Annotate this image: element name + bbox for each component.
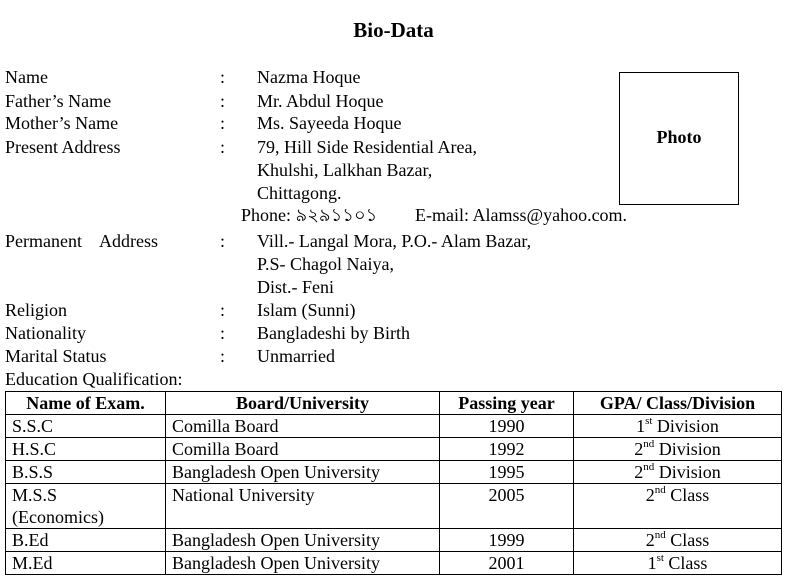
table-row — [6, 552, 782, 575]
permanent-address-line: Dist.- Feni — [257, 277, 335, 297]
exam-cell: B.Ed — [6, 529, 166, 552]
present-address-line: 79, Hill Side Residential Area, — [257, 137, 477, 157]
table-row — [6, 529, 782, 552]
board-cell: Bangladesh Open University — [166, 552, 440, 575]
colon: : — [220, 231, 226, 251]
column-header: Name of Exam. — [6, 392, 166, 415]
colon: : — [220, 91, 226, 111]
colon: : — [220, 67, 226, 87]
present-address-line: Chittagong. — [257, 183, 342, 203]
colon: : — [220, 137, 226, 157]
phone-value: ৯২৯১১০১ — [295, 205, 378, 225]
year-cell: 1999 — [440, 529, 574, 552]
result-cell: 2nd Class — [574, 484, 782, 529]
present-address-line: Khulshi, Lalkhan Bazar, — [257, 160, 433, 180]
nationality-value: Bangladeshi by Birth — [257, 323, 410, 343]
permanent-address-line: P.S- Chagol Naiya, — [257, 254, 394, 274]
result-cell: 2nd Class — [574, 529, 782, 552]
photo-label: Photo — [656, 127, 702, 147]
father-name-value: Mr. Abdul Hoque — [257, 91, 384, 111]
result-cell: 1st Class — [574, 552, 782, 575]
column-header: Board/University — [166, 392, 440, 415]
result-cell: 2nd Division — [574, 461, 782, 484]
page-title: Bio-Data — [353, 18, 434, 42]
phone-label: Phone: — [241, 205, 292, 225]
permanent-address-line: Vill.- Langal Mora, P.O.- Alam Bazar, — [257, 231, 532, 251]
nationality-label: Nationality — [5, 323, 86, 343]
email-label: E-mail: — [415, 205, 469, 225]
colon: : — [220, 346, 226, 366]
board-cell: Bangladesh Open University — [166, 529, 440, 552]
board-cell: Bangladesh Open University — [166, 461, 440, 484]
mother-name-label: Mother’s Name — [5, 113, 119, 133]
name-value: Nazma Hoque — [257, 67, 361, 87]
education-table — [5, 391, 782, 575]
exam-cell: S.S.C — [6, 415, 166, 438]
year-cell: 1992 — [440, 438, 574, 461]
board-cell: Comilla Board — [166, 415, 440, 438]
father-name-label: Father’s Name — [5, 91, 112, 111]
mother-name-value: Ms. Sayeeda Hoque — [257, 113, 402, 133]
colon: : — [220, 113, 226, 133]
board-cell: National University — [166, 484, 440, 529]
table-row — [6, 438, 782, 461]
phone-row — [241, 204, 377, 227]
table-header-row — [6, 392, 782, 415]
board-cell: Comilla Board — [166, 438, 440, 461]
colon: : — [220, 323, 226, 343]
marital-status-label: Marital Status — [5, 346, 107, 366]
result-cell: 1st Division — [574, 415, 782, 438]
marital-status-value: Unmarried — [257, 346, 335, 366]
year-cell: 2005 — [440, 484, 574, 529]
permanent-address-label: Permanent Address — [5, 231, 158, 251]
table-row — [6, 484, 782, 529]
exam-cell: M.Ed — [6, 552, 166, 575]
year-cell: 1995 — [440, 461, 574, 484]
colon: : — [220, 300, 226, 320]
present-address-label: Present Address — [5, 137, 121, 157]
column-header: Passing year — [440, 392, 574, 415]
photo-placeholder — [619, 72, 739, 205]
table-row — [6, 461, 782, 484]
name-label: Name — [5, 67, 48, 87]
religion-value: Islam (Sunni) — [257, 300, 356, 320]
education-label: Education Qualification: — [5, 369, 183, 389]
result-cell: 2nd Division — [574, 438, 782, 461]
table-row — [6, 415, 782, 438]
email-row — [415, 204, 627, 227]
exam-cell: H.S.C — [6, 438, 166, 461]
year-cell: 2001 — [440, 552, 574, 575]
exam-cell: B.S.S — [6, 461, 166, 484]
column-header: GPA/ Class/Division — [574, 392, 782, 415]
exam-cell: M.S.S (Economics) — [6, 484, 166, 529]
religion-label: Religion — [5, 300, 67, 320]
email-value: Alamss@yahoo.com. — [472, 205, 628, 225]
year-cell: 1990 — [440, 415, 574, 438]
